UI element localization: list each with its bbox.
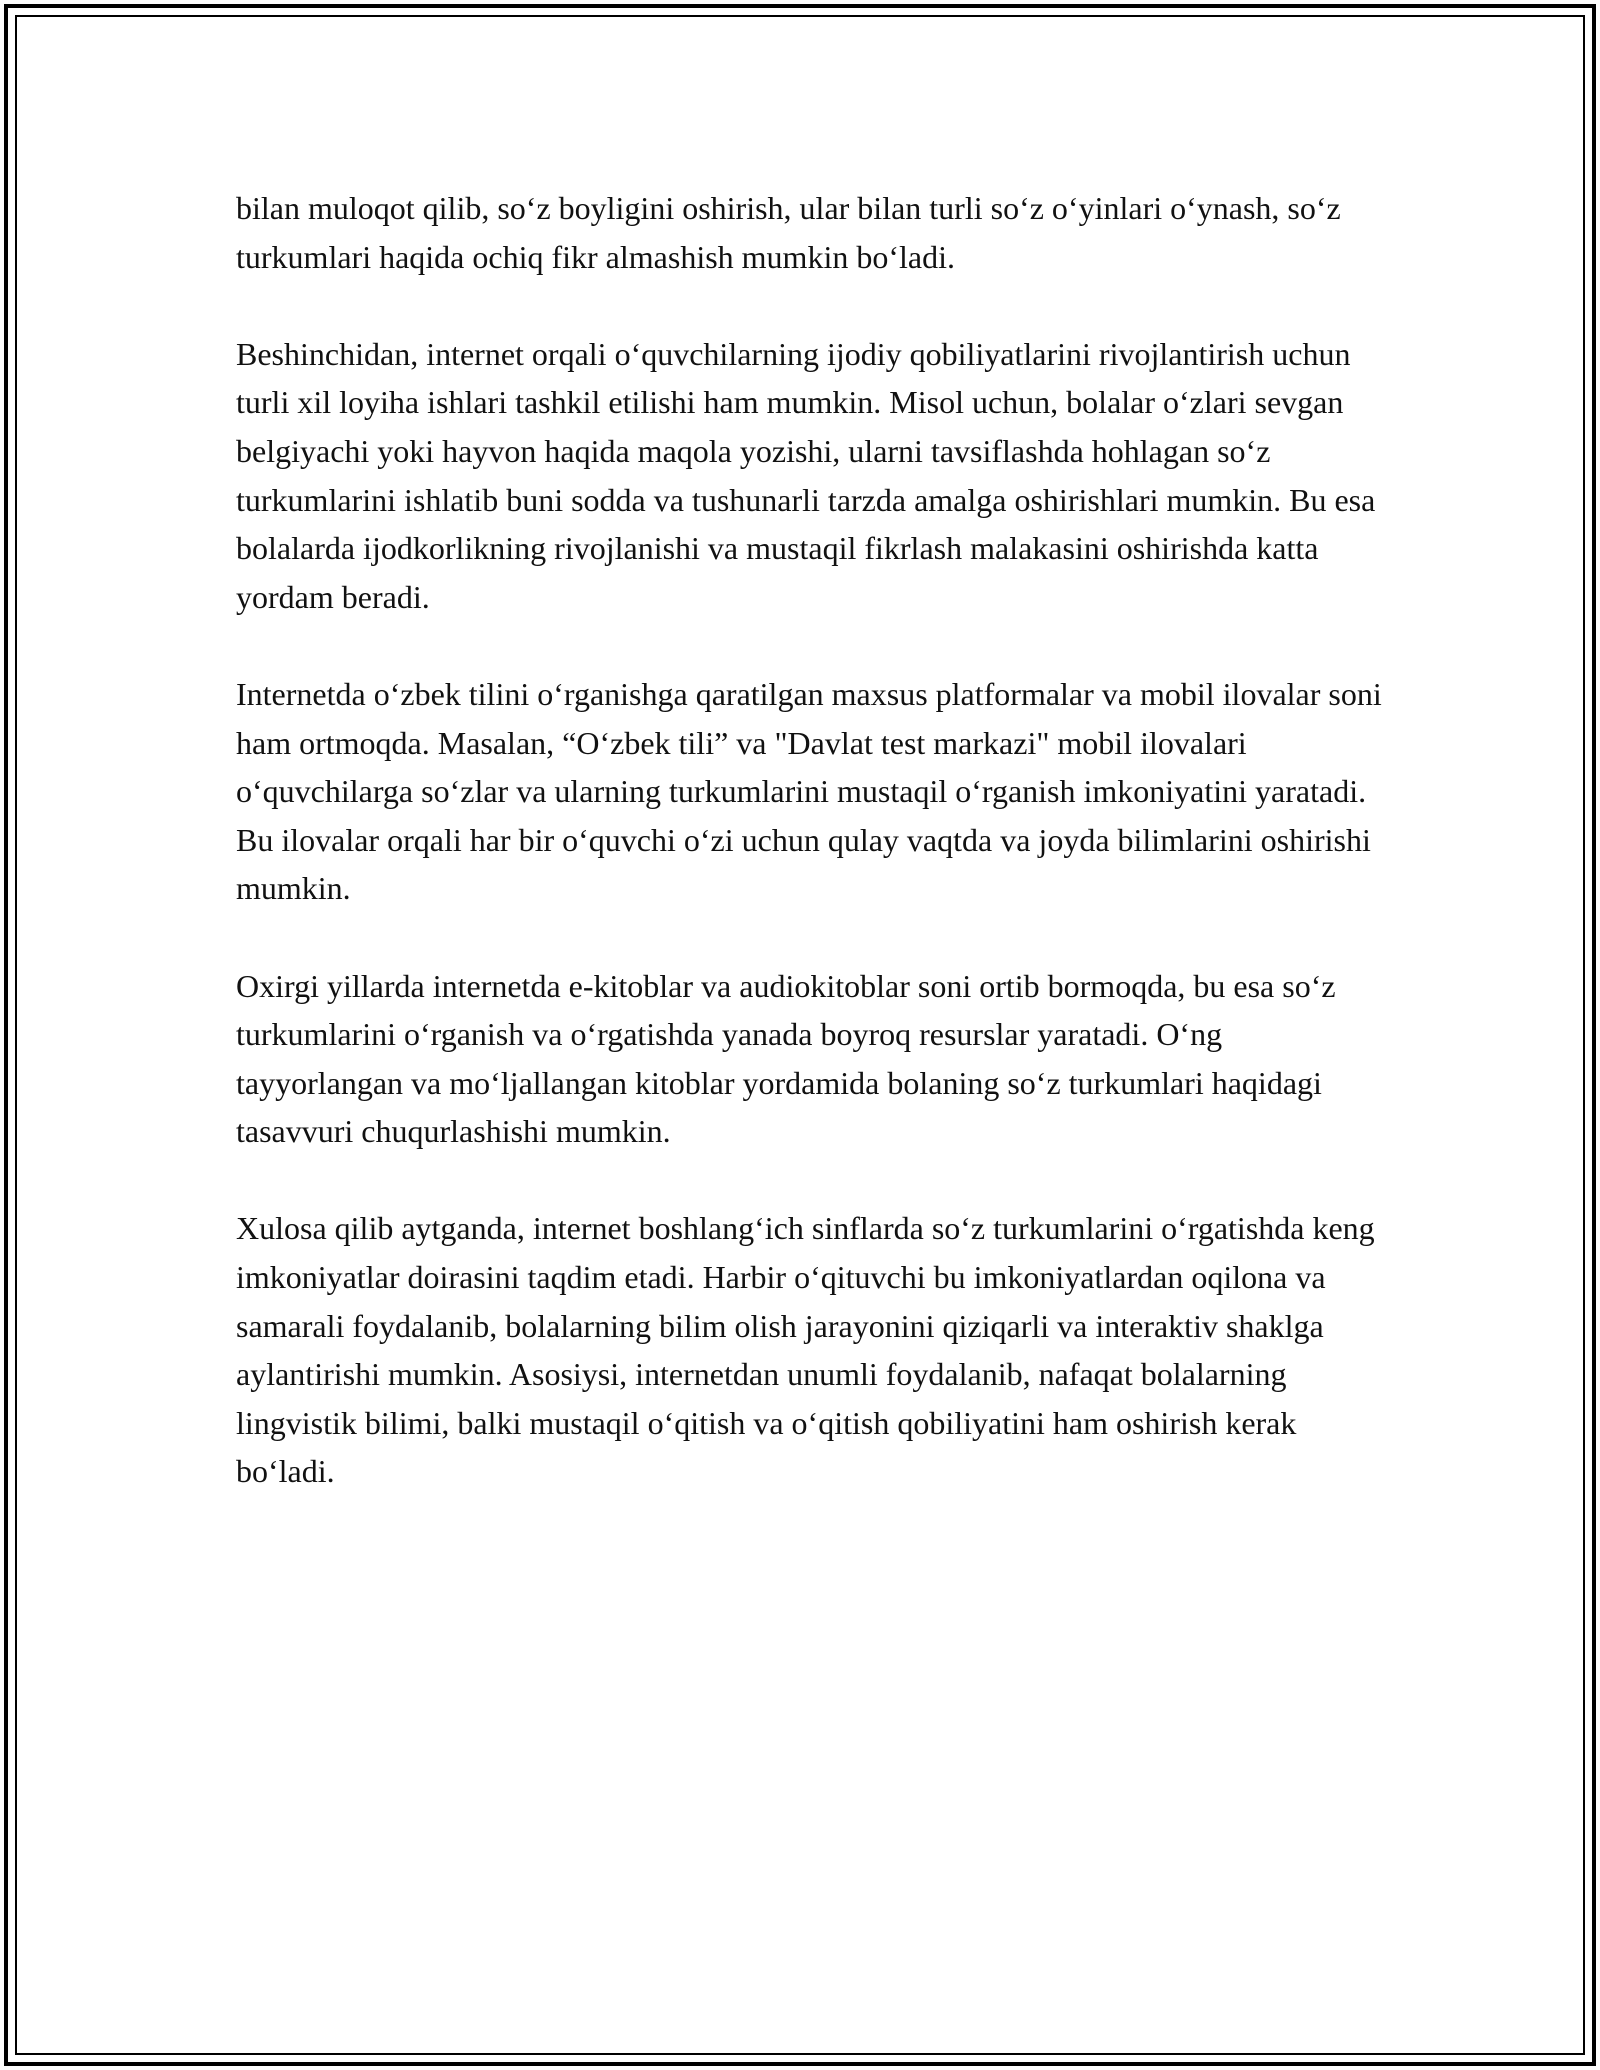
paragraph-mobile-apps: Internetda o‘zbek tilini o‘rganishga qaratilgan maxsus platformalar va mobil ilovalar soni ham ortmoqda. Masalan, “O‘zbek tili” va "Davlat test markazi" mobil ilovalari o‘quvchilarga so‘zlar va ularning turkumlarini mustaqil o‘rganish imkoniyatini yaratadi. Bu ilovalar orqali har bir o‘quvchi o‘zi uchun qulay vaqtda va joyda bilimlarini oshirishi mumkin. (236, 675, 1382, 907)
paragraph-continuation: bilan muloqot qilib, so‘z boyligini oshirish, ular bilan turli so‘z o‘yinlari o‘ynash, so‘z turkumlari haqida ochiq fikr almashish mumkin bo‘ladi. (236, 190, 1341, 275)
paragraph-conclusion: Xulosa qilib aytganda, internet boshlang‘ich sinflarda so‘z turkumlarini o‘rgatishda keng imkoniyatlar doirasini taqdim etadi. Harbir o‘qituvchi bu imkoniyatlardan oqilona va samarali foydalanib, bolalarning bilim olish jarayonini qiziqarli va interaktiv shaklga aylantirishi mumkin. Asosiysi, internetdan unumli foydalanib, nafaqat bolalarning lingvistik bilimi, balki mustaqil o‘qitish va o‘qitish qobiliyatini ham oshirish kerak bo‘ladi. (236, 1210, 1375, 1490)
document-body (236, 184, 1386, 1496)
paragraph-ebooks: Oxirgi yillarda internetda e-kitoblar va audiokitoblar soni ortib bormoqda, bu esa so‘z turkumlarini o‘rganish va o‘rgatishda yanada boyroq resurslar yaratadi. O‘ng tayyorlangan va mo‘ljallangan kitoblar yordamida bolaning so‘z turkumlari haqidagi tasavvuri chuqurlashishi mumkin. (236, 967, 1336, 1150)
paragraph-creative-projects: Beshinchidan, internet orqali o‘quvchilarning ijodiy qobiliyatlarini rivojlantirish uchun turli xil loyiha ishlari tashkil etilishi ham mumkin. Misol uchun, bolalar o‘zlari sevgan belgiyachi yoki hayvon haqida maqola yozishi, ularni tavsiflashda hohlagan so‘z turkumlarini ishlatib buni sodda va tushunarli tarzda amalga oshirishlari mumkin. Bu esa bolalarda ijodkorlikning rivojlanishi va mustaqil fikrlash malakasini oshirishda katta yordam beradi. (236, 335, 1376, 615)
